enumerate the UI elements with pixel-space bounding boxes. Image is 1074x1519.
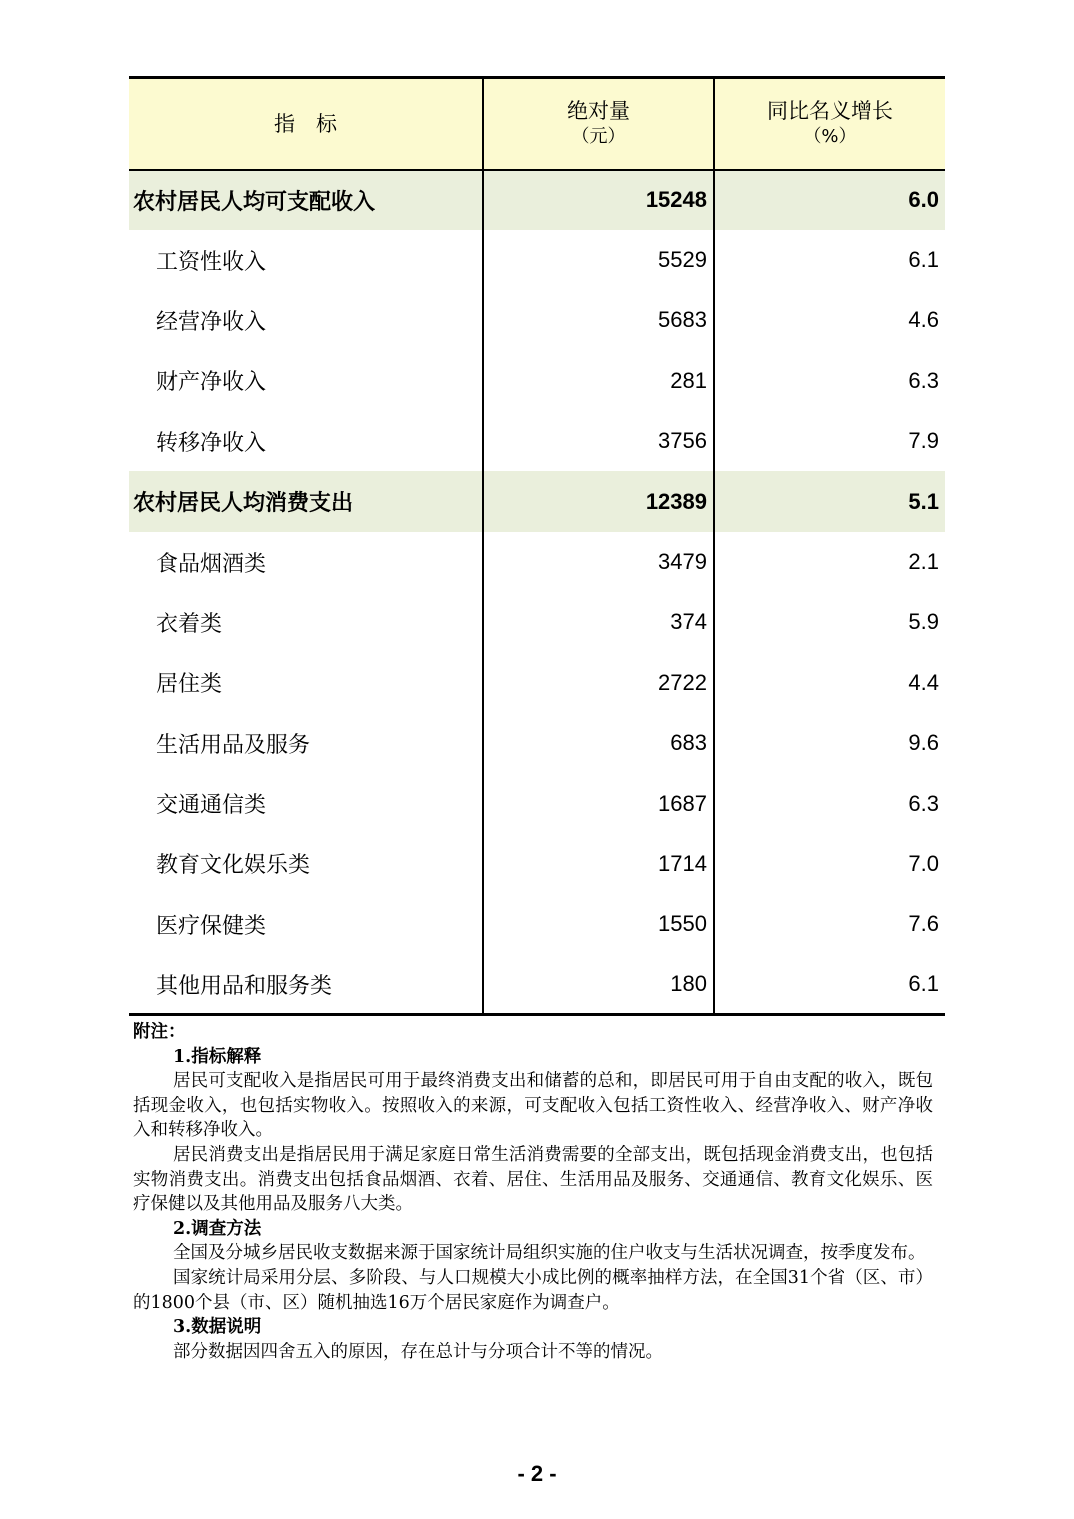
table-row bbox=[129, 773, 945, 833]
row-amount: 5683 bbox=[483, 290, 714, 350]
row-label: 农村居民人均可支配收入 bbox=[133, 189, 376, 215]
table-row bbox=[129, 834, 945, 894]
row-amount: 180 bbox=[483, 955, 714, 1015]
table-header-row bbox=[129, 78, 945, 170]
table-summary-row bbox=[129, 170, 945, 230]
indicator-column-header bbox=[129, 78, 483, 170]
table-row bbox=[129, 351, 945, 411]
row-label: 食品烟酒类 bbox=[156, 551, 267, 577]
amount-unit-text: （元） bbox=[571, 125, 626, 147]
row-growth: 6.0 bbox=[714, 170, 945, 230]
growth-unit-text: （%） bbox=[803, 125, 857, 147]
growth-column-header bbox=[714, 78, 945, 170]
section2-paragraph-source: 全国及分城乡居民收支数据来源于国家统计局组织实施的住户收支与生活状况调查，按季度发布。 bbox=[173, 1243, 926, 1264]
section2-paragraph-sampling: 国家统计局采用分层、多阶段、与人口规模大小成比例的概率抽样方法，在全国31个省（区、市）的1800个县（市、区）随机抽选16万个居民家庭作为调查户。 bbox=[133, 1267, 933, 1313]
row-growth: 5.9 bbox=[714, 592, 945, 652]
table-row bbox=[129, 894, 945, 954]
section1-paragraph-income: 居民可支配收入是指居民可用于最终消费支出和储蓄的总和，即居民可用于自由支配的收入，既包括现金收入，也包括实物收入。按照收入的来源，可支配收入包括工资性收入、经营净收入、财产净收入和转移净收入。 bbox=[133, 1071, 933, 1141]
row-label: 教育文化娱乐类 bbox=[156, 853, 311, 879]
row-growth: 2.1 bbox=[714, 532, 945, 592]
row-growth: 7.0 bbox=[714, 834, 945, 894]
indicator-header-text: 指 标 bbox=[274, 111, 337, 136]
row-amount: 15248 bbox=[483, 170, 714, 230]
row-amount: 281 bbox=[483, 351, 714, 411]
table-row bbox=[129, 592, 945, 652]
row-label: 农村居民人均消费支出 bbox=[133, 491, 354, 517]
table-row bbox=[129, 713, 945, 773]
row-amount: 1714 bbox=[483, 834, 714, 894]
growth-header-text: 同比名义增长 bbox=[767, 98, 893, 123]
section3-paragraph-rounding: 部分数据因四舍五入的原因，存在总计与分项合计不等的情况。 bbox=[173, 1341, 663, 1362]
row-amount: 374 bbox=[483, 592, 714, 652]
row-amount: 3756 bbox=[483, 411, 714, 471]
row-label: 居住类 bbox=[156, 672, 223, 698]
row-growth: 4.4 bbox=[714, 653, 945, 713]
row-growth: 4.6 bbox=[714, 290, 945, 350]
row-growth: 6.3 bbox=[714, 773, 945, 833]
table-row bbox=[129, 653, 945, 713]
table-body bbox=[129, 170, 945, 1015]
row-amount: 1687 bbox=[483, 773, 714, 833]
row-label: 财产净收入 bbox=[156, 370, 267, 396]
row-growth: 6.1 bbox=[714, 955, 945, 1015]
row-label: 转移净收入 bbox=[156, 430, 267, 456]
row-growth: 6.3 bbox=[714, 351, 945, 411]
income-expenditure-table-container bbox=[129, 76, 945, 1016]
table-row bbox=[129, 532, 945, 592]
row-growth: 7.6 bbox=[714, 894, 945, 954]
notes-section bbox=[133, 1020, 933, 1364]
row-amount: 683 bbox=[483, 713, 714, 773]
row-amount: 3479 bbox=[483, 532, 714, 592]
section2-heading: 2.调查方法 bbox=[173, 1218, 262, 1239]
row-growth: 5.1 bbox=[714, 471, 945, 531]
section1-paragraph-expenditure: 居民消费支出是指居民用于满足家庭日常生活消费需要的全部支出，既包括现金消费支出，也包括实物消费支出。消费支出包括食品烟酒、衣着、居住、生活用品及服务、交通通信、教育文化娱乐、医疗保健以及其他用品及服务八大类。 bbox=[133, 1144, 933, 1215]
notes-title: 附注： bbox=[133, 1022, 186, 1042]
row-label: 交通通信类 bbox=[156, 793, 267, 819]
section1-heading: 1.指标解释 bbox=[173, 1046, 262, 1067]
row-amount: 12389 bbox=[483, 471, 714, 531]
row-label: 生活用品及服务 bbox=[156, 732, 311, 758]
table-row bbox=[129, 290, 945, 350]
row-growth: 7.9 bbox=[714, 411, 945, 471]
page-number: - 2 - bbox=[517, 1461, 557, 1486]
row-amount: 5529 bbox=[483, 230, 714, 290]
row-label: 医疗保健类 bbox=[156, 913, 267, 939]
row-amount: 2722 bbox=[483, 653, 714, 713]
table-row bbox=[129, 230, 945, 290]
amount-column-header bbox=[483, 78, 714, 170]
row-label: 经营净收入 bbox=[156, 309, 267, 335]
table-row bbox=[129, 955, 945, 1015]
section3-heading: 3.数据说明 bbox=[173, 1317, 262, 1338]
row-growth: 9.6 bbox=[714, 713, 945, 773]
income-expenditure-table bbox=[129, 76, 945, 1016]
row-growth: 6.1 bbox=[714, 230, 945, 290]
table-summary-row bbox=[129, 471, 945, 531]
table-row bbox=[129, 411, 945, 471]
row-label: 其他用品和服务类 bbox=[129, 955, 483, 1015]
row-amount: 1550 bbox=[483, 894, 714, 954]
amount-header-text: 绝对量 bbox=[567, 98, 630, 123]
row-label: 衣着类 bbox=[156, 611, 223, 637]
row-label: 工资性收入 bbox=[156, 249, 267, 275]
